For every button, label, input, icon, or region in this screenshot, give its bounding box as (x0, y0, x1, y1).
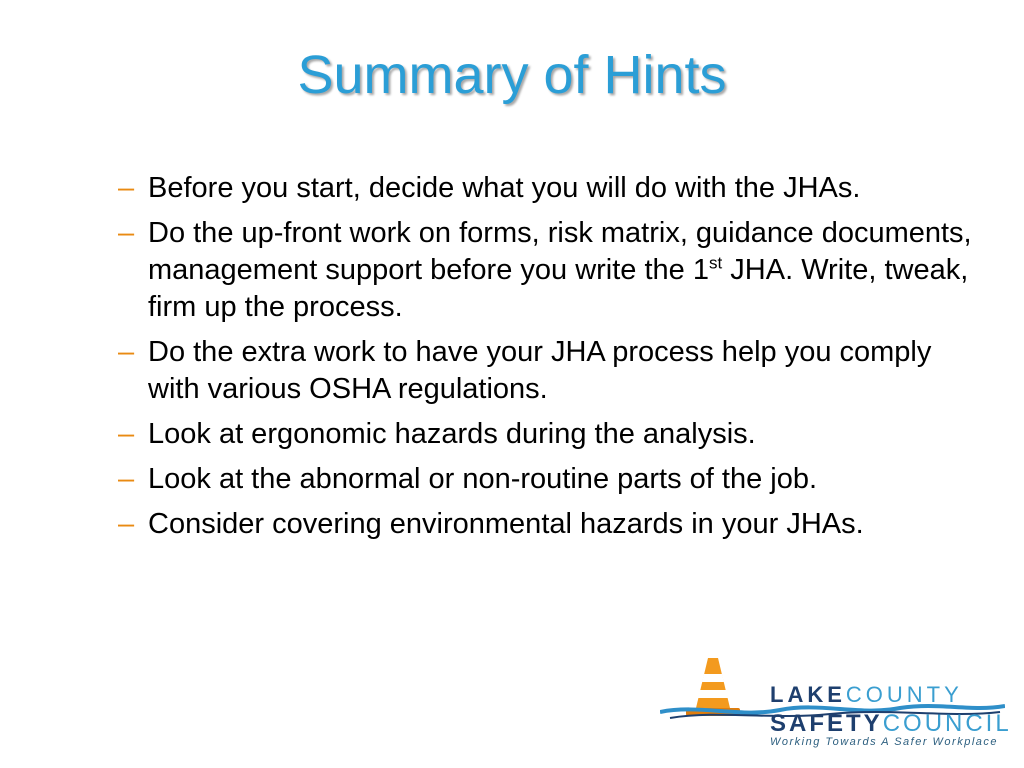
bullet-list (118, 170, 988, 551)
bullet-item (118, 461, 988, 498)
bullet-text-part: Do the up-front work on forms, risk matrix, guidance documents, management support before you write the (148, 217, 972, 286)
logo-lake-county (770, 682, 963, 708)
bullet-text (148, 215, 988, 326)
bullet-text: Look at ergonomic hazards during the analysis. (148, 418, 756, 450)
ordinal-superscript: st (709, 253, 723, 273)
bullet-text: Before you start, decide what you will do with the JHAs. (148, 172, 861, 204)
bullet-dash: – (118, 172, 135, 204)
bullet-item (118, 334, 988, 408)
bullet-item (118, 215, 988, 326)
bullet-text-rest: JHA. Write, tweak, firm up the process. (148, 254, 969, 323)
bullet-dash: – (118, 217, 135, 249)
bullet-item (118, 506, 988, 543)
logo-tagline: Working Towards A Safer Workplace (770, 736, 999, 748)
logo-word-safety: SAFETY (770, 710, 883, 737)
slide-title: Summary of Hints (297, 45, 727, 105)
lake-county-safety-council-logo (660, 652, 1012, 752)
logo-safety-council (770, 710, 1012, 738)
bullet-dash: – (118, 418, 135, 450)
ordinal-number: 1 (692, 254, 710, 286)
bullet-text: Do the extra work to have your JHA process help you comply with various OSHA regulations. (148, 336, 932, 405)
bullet-dash: – (118, 463, 135, 495)
bullet-dash: – (118, 508, 135, 540)
bullet-text: Consider covering environmental hazards in your JHAs. (148, 508, 864, 540)
bullet-text: Look at the abnormal or non-routine parts of the job. (148, 463, 818, 495)
bullet-item (118, 416, 988, 453)
logo-word-council: COUNCIL (882, 710, 1012, 737)
bullet-dash: – (118, 336, 135, 368)
logo-word-county: COUNTY (845, 682, 963, 707)
bullet-item (118, 170, 988, 207)
logo-word-lake: LAKE (770, 682, 846, 707)
